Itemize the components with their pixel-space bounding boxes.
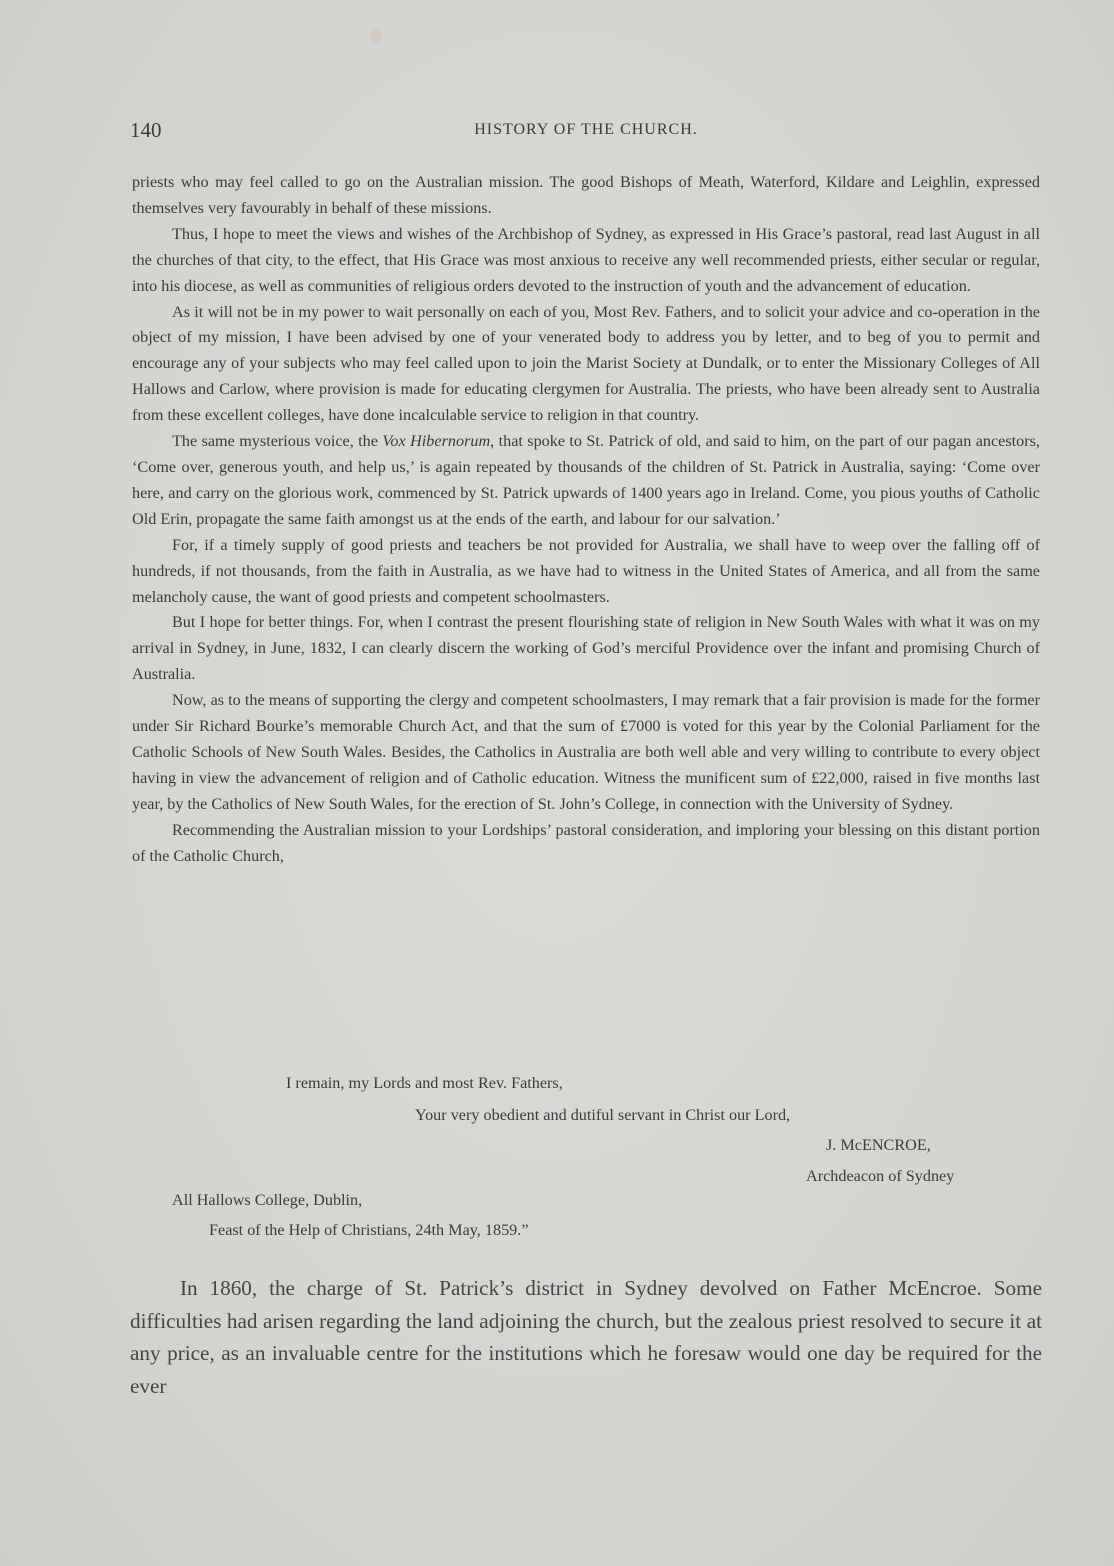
signature-name: J. McENCROE, bbox=[826, 1136, 931, 1154]
letter-paragraph: For, if a timely supply of good priests and teachers be not provided for Australia, we shall have to weep over the falling off of hundreds, if not thousands, from the faith in Australia, as we have had to witness in the United States of America, and all from the same melancholy cause, the want of good priests and competent schoolmasters. bbox=[132, 535, 1040, 606]
letter-paragraph: Now, as to the means of supporting the clergy and competent schoolmasters, I may remark that a fair provision is made for the former under Sir Richard Bourke’s memorable Church Act, and that the sum of £7000 is voted for this year by the Colonial Parliament for the Catholic Schools of New South Wales. Besides, the Catholics in Australia are both well able and very willing to contribute to every object having in view the advancement of religion and of Catholic education. Witness the munificent sum of £22,000, raised in five months last year, by the Catholics of New South Wales, for the erection of St. John’s College, in connection with the University of Sydney. bbox=[132, 691, 1040, 813]
page-blemish bbox=[370, 28, 382, 42]
signature-title: Archdeacon of Sydney bbox=[806, 1167, 955, 1185]
page-header bbox=[130, 118, 1042, 144]
closing-servant: Your very obedient and dutiful servant in Christ our Lord, bbox=[415, 1106, 791, 1124]
vox-text-after: , that spoke to St. Patrick of old, and said to him, on the part of our pagan ancestors, ‘Come over, generous youth, and help us,’ is again repeated by thousands of the children of St. Patrick in Australia, saying: ‘Come over here, and carry on the glorious work, commenced by St. Patrick upwards of 1400 years ago in Ireland. Come, you pious youths of Catholic Old Erin, propagate the same faith amongst us at the ends of the earth, and labour for our salvation.’ bbox=[132, 432, 1040, 528]
vox-text-before: The same mysterious voice, the bbox=[172, 432, 383, 451]
narrative-paragraph: In 1860, the charge of St. Patrick’s district in Sydney devolved on Father McEncroe. Some difficulties had arisen regarding the land adjoining the church, but the zealous priest resolved to secure it at any price, as an invaluable centre for the institutions which he foresaw would one day be required for the ever bbox=[130, 1276, 1042, 1398]
page-number: 140 bbox=[130, 118, 162, 142]
letter-paragraph: Thus, I hope to meet the views and wishes of the Archbishop of Sydney, as expressed in His Grace’s pastoral, read last August in all the churches of that city, to the effect, that His Grace was most anxious to receive any well recommended priests, either secular or regular, into his diocese, as well as communities of religious orders devoted to the instruction of youth and the advancement of education. bbox=[132, 224, 1040, 295]
vox-hibernorum-italic: Vox Hibernorum bbox=[382, 432, 491, 451]
letter-paragraph: As it will not be in my power to wait personally on each of you, Most Rev. Fathers, and to solicit your advice and co-operation in the object of my mission, I have been advised by one of your venerated body to address you by letter, and to beg of you to permit and encourage any of your subjects who may feel called upon to join the Marist Society at Dundalk, or to enter the Missionary Colleges of All Hallows and Carlow, where provision is made for educating clergymen for Australia. The priests, who have been already sent to Australia from these excellent colleges, have done incalculable service to religion in that country. bbox=[132, 302, 1040, 425]
letter-paragraph: But I hope for better things. For, when I contrast the present flourishing state of religion in New South Wales with what it was on my arrival in Sydney, in June, 1832, I can clearly discern the working of God’s merciful Providence over the infant and promising Church of Australia. bbox=[132, 613, 1040, 684]
letter-date: Feast of the Help of Christians, 24th May, 1859.” bbox=[209, 1221, 529, 1239]
letter-place: All Hallows College, Dublin, bbox=[172, 1191, 363, 1209]
letter-paragraph: priests who may feel called to go on the Australian mission. The good Bishops of Meath, Waterford, Kildare and Leighlin, expressed themselves very favourably in behalf of these missions. bbox=[132, 173, 1040, 217]
letter-paragraph: Recommending the Australian mission to your Lordships’ pastoral consideration, and imploring your blessing on this distant portion of the Catholic Church, bbox=[132, 820, 1040, 865]
closing-remain: I remain, my Lords and most Rev. Fathers, bbox=[286, 1074, 563, 1092]
narrative-text bbox=[130, 1272, 1042, 1402]
quoted-letter bbox=[132, 170, 1040, 869]
letter-paragraph-vox bbox=[132, 429, 1040, 533]
running-title: HISTORY OF THE CHURCH. bbox=[474, 121, 698, 138]
